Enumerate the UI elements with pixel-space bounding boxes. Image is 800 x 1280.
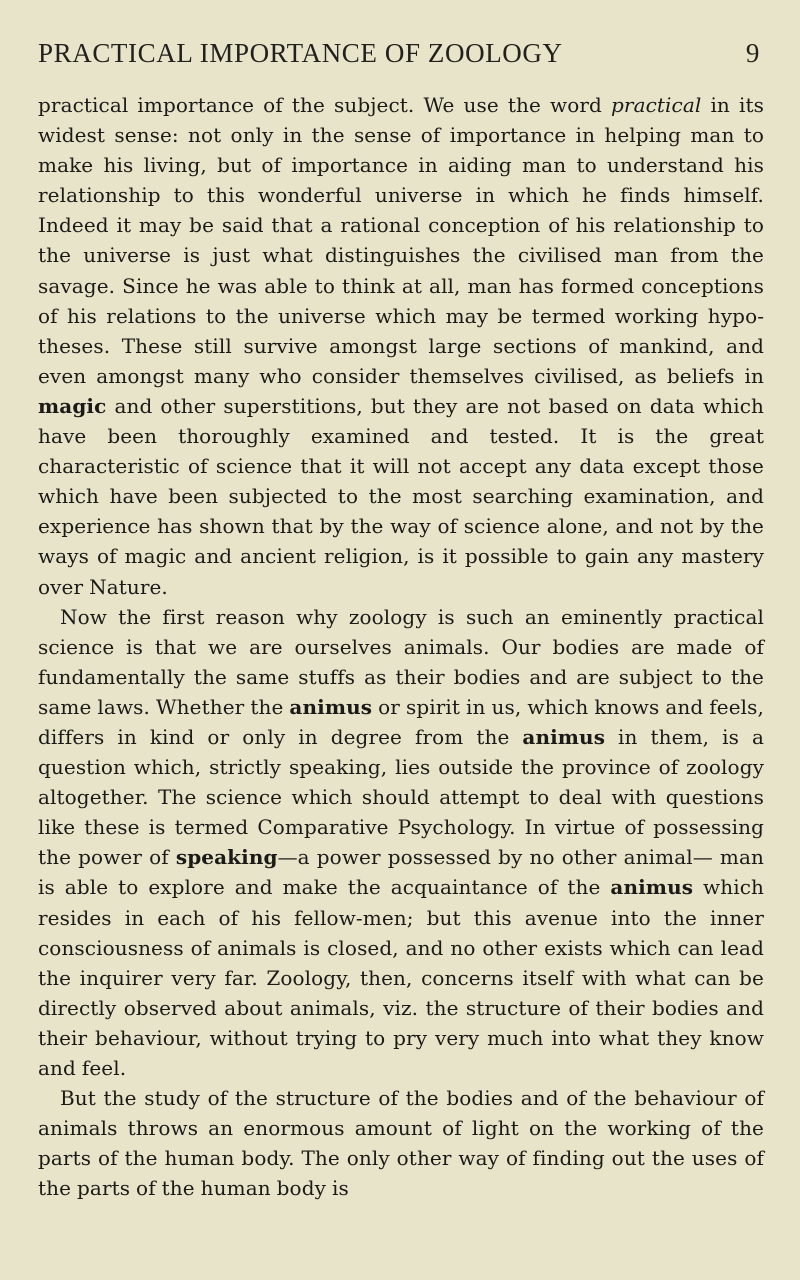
text-run: in its widest sense: not only in the sense of importance in helping man to make his living, but of importance in aiding man to understand his relationship to this wonderful universe in which he finds himself. Indeed it may be said that a rational conception of his relationship to the universe is just what distinguishes the civilised man from the savage. Since he was able to think at all, man has formed conceptions of his relations to the universe which may be termed working hypotheses. These still survive amongst large sections of mankind, and even amongst many who consider themselves civilised, as beliefs in [38, 93, 764, 388]
bold-term: animus [522, 724, 606, 749]
text-run: Now the first reason why zoology is such an eminently practical science is that we are ourselves animals. Our bodies are made of fundamentally the same stuffs as their bodies and are subject to the same laws. Whether the [38, 604, 764, 719]
text-run: But the study of the structure of the bodies and of the behaviour of animals throws an enormous amount of light on the working of the parts of the human body. The only other way of finding out the uses of the parts of the human body is [38, 1086, 764, 1201]
running-head [38, 38, 764, 80]
bold-term: speaking [175, 845, 278, 870]
paragraph-1 [38, 90, 764, 602]
page-number: 9 [745, 38, 760, 68]
text-run: which resides in each of his fellow-men; but this avenue into the inner consciousness of animals is closed, and no other exists which can lead the inquirer very far. Zoology, then, concerns itself with what can be directly observed about animals, viz. the structure of their bodies and their behaviour, without trying to pry very much into what they know and feel. [38, 875, 765, 1080]
paragraph-3 [38, 1083, 764, 1203]
running-head-title: PRACTICAL IMPORTANCE OF ZOOLOGY [38, 38, 563, 68]
text-run: —a power possessed by no other animal— man is able to explore and make the acquaintance of the [38, 845, 764, 900]
text-run: practical importance of the subject. We use the word [38, 93, 612, 117]
text-run: or spirit in us, which knows and feels, differs in kind or only in degree from the [38, 694, 764, 749]
body-text [38, 90, 764, 1203]
bold-term: magic [38, 393, 107, 418]
bold-term: animus [289, 694, 373, 719]
text-run: and other superstitions, but they are not based on data which have been thoroughly examined and tested. It is the great characteristic of science that it will not accept any data except those which have been subjected to the most searching examination, and experience has shown that by the way of science alone, and not by the ways of magic and ancient religion, is it possible to gain any mastery over Nature. [38, 393, 764, 599]
text-run: in them, is a question which, strictly speaking, lies outside the province of zoology altogether. The science which should attempt to deal with questions like these is termed Comparative Psychology. In virtue of possessing the power of [38, 724, 764, 870]
italic-term: practical [611, 93, 702, 117]
paragraph-2 [38, 602, 764, 1084]
bold-term: animus [610, 875, 694, 900]
